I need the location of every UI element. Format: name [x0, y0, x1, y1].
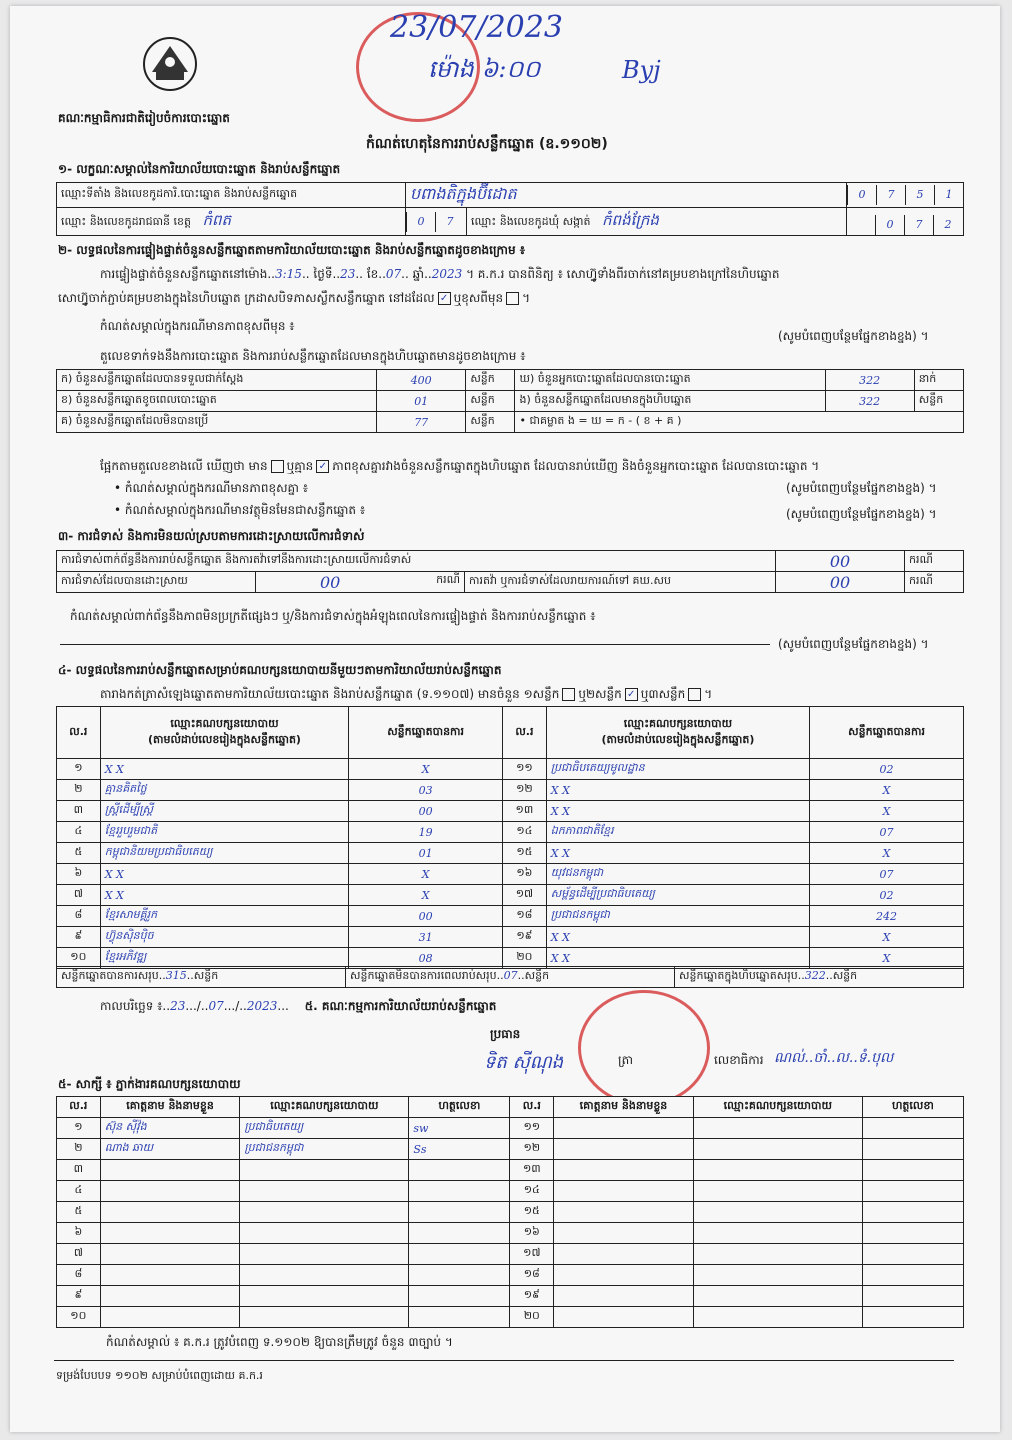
result-party: X X	[546, 801, 809, 822]
witness-no: ១៧	[510, 1244, 554, 1265]
witness-sign	[409, 1307, 510, 1328]
witness-party	[693, 1118, 862, 1139]
total-box: សន្លឹកឆ្នោតក្នុងហិបឆ្នោតសរុប..322..សន្លឹក	[675, 967, 964, 988]
result-votes: X	[810, 927, 964, 948]
result-no: ៩	[57, 927, 101, 948]
witness-party	[693, 1223, 862, 1244]
reported-unit: ករណី	[905, 572, 964, 593]
result-party: សម្ព័ន្ធដើម្បីប្រជាធិបតេយ្យ	[546, 885, 809, 906]
result-party: ខ្មែរសាមគ្គីរួក	[100, 906, 348, 927]
commune-code: 0 7 2	[847, 208, 964, 236]
witness-sign	[862, 1118, 963, 1139]
result-votes: 02	[810, 759, 964, 780]
result-no: ២០	[503, 948, 547, 969]
resolved-value: 00 ករណី	[256, 572, 465, 593]
figures-row: គ) ចំនួនសន្លឹកឆ្នោតដែលមិនបានប្រើ 77 សន្លឹក • ជាគម្លាត ង = ឃ = ក - ( ខ + គ )	[57, 412, 964, 433]
result-no: ៧	[57, 885, 101, 906]
province-label: ឈ្មោះ និងលេខកូដរាជធានី ខេត្ត កំពត	[57, 208, 406, 236]
witness-no: ១៤	[510, 1181, 554, 1202]
witness-row	[57, 1244, 964, 1265]
witness-sign	[862, 1139, 963, 1160]
resolved-label: ការជំទាស់ដែលបានដោះស្រាយ	[57, 572, 256, 593]
witness-row	[57, 1160, 964, 1181]
result-row	[57, 780, 964, 801]
objection-table	[56, 550, 964, 593]
province-code: 0 7	[406, 208, 467, 236]
note2: • កំណត់សម្គាល់ក្នុងករណីមានភាពខុសគ្នា ៖	[114, 481, 309, 495]
handwritten-initials: Byj	[622, 56, 661, 84]
result-no: ១៩	[503, 927, 547, 948]
result-party: ប្រជាជនកម្ពុជា	[546, 906, 809, 927]
section1-table	[56, 182, 964, 236]
witness-name: ណាង ឆាយ	[100, 1139, 240, 1160]
witness-party	[693, 1139, 862, 1160]
seal-label: ត្រា	[618, 1053, 633, 1067]
witness-no: ១៩	[510, 1286, 554, 1307]
section2-title: ២- លទ្ធផលនៃការផ្ទៀងផ្ទាត់ចំនួនសន្លឹកឆ្នោតតាមការិយាល័យបោះឆ្នោត និងរាប់សន្លឹកឆ្នោតដូចខាងក្រោម ៖	[58, 243, 526, 257]
witness-no: ៤	[57, 1181, 101, 1202]
witness-sign	[862, 1244, 963, 1265]
changed-checkbox[interactable]	[506, 292, 519, 305]
difference-line: ផ្អែកតាមតួលេខខាងលើ ឃើញថា មាន ឬគ្មាន ✓ ភាពខុសគ្នារវាងចំនួនសន្លឹកឆ្នោតក្នុងហិបឆ្នោត ដែលបានរាប់ឃើញ និងចំនួនអ្នកបោះឆ្នោត ដែលបានបោះឆ្នោត ។	[100, 459, 820, 473]
result-party: ប្រជាធិបតេយ្យមូលដ្ឋាន	[546, 759, 809, 780]
result-no: ៥	[57, 843, 101, 864]
reported-value: 00	[776, 572, 905, 593]
footer-note: កំណត់សម្គាល់ ៖ គ.ក.រ ត្រូវបំពេញ ទ.១១០២ ឱ្យបានត្រឹមត្រូវ ចំនួន ៣ច្បាប់ ។	[106, 1335, 453, 1349]
witness-sign	[862, 1223, 963, 1244]
result-votes: X	[349, 885, 503, 906]
difference-no-checkbox[interactable]: ✓	[316, 460, 329, 473]
org-name: គណៈកម្មាធិការជាតិរៀបចំការបោះឆ្នោត	[58, 111, 230, 125]
col-no-right: ល.រ	[503, 707, 547, 759]
result-party: X X	[100, 759, 348, 780]
section1-title: ១- លក្ខណៈសម្គាល់នៃការិយាល័យបោះឆ្នោត និងរាប់សន្លឹកឆ្នោត	[58, 162, 341, 176]
result-party: គ្មានគិតថ្លៃ	[100, 780, 348, 801]
objection-label: ការជំទាស់ពាក់ព័ន្ធនឹងការរាប់សន្លឹកឆ្នោត និងការតវ៉ាទៅនឹងការដោះស្រាយលើការជំទាស់	[57, 551, 776, 572]
witness-sign	[409, 1202, 510, 1223]
witness-col-sign-right: ហត្ថលេខា	[862, 1097, 963, 1118]
result-no: ៣	[57, 801, 101, 822]
witness-sign	[409, 1223, 510, 1244]
witness-party	[693, 1286, 862, 1307]
witness-party	[693, 1307, 862, 1328]
witness-col-name-right: គោត្តនាម និងនាមខ្លួន	[554, 1097, 694, 1118]
handwritten-time: ម៉ោង ៦:០០	[428, 55, 541, 83]
witness-sign: Ss	[409, 1139, 510, 1160]
section4-title: ៤- លទ្ធផលនៃការរាប់សន្លឹកឆ្នោតសម្រាប់គណបក្សនយោបាយនីមួយៗតាមការិយាល័យរាប់សន្លឹកឆ្នោត	[58, 663, 502, 677]
result-no: ១១	[503, 759, 547, 780]
result-party: ខ្មែររួបរួមជាតិ	[100, 822, 348, 843]
secretary-signature: ណល់..ចាំ..ល..ទំ.បុល	[774, 1050, 894, 1066]
footer-ref: ទម្រង់បែបបទ ១១០២ សម្រាប់បំពេញដោយ គ.ក.រ	[56, 1369, 263, 1382]
difference-yes-checkbox[interactable]	[271, 460, 284, 473]
witness-name	[100, 1286, 240, 1307]
three-sheets-checkbox[interactable]	[688, 688, 701, 701]
result-votes: 31	[349, 927, 503, 948]
witness-col-party-right: ឈ្មោះគណបក្សនយោបាយ	[693, 1097, 862, 1118]
result-votes: X	[810, 948, 964, 969]
result-votes: X	[349, 759, 503, 780]
witness-name	[554, 1265, 694, 1286]
witness-row	[57, 1265, 964, 1286]
witness-col-no: ល.រ	[57, 1097, 101, 1118]
result-votes: 02	[810, 885, 964, 906]
section3-note-hint: (សូមបំពេញបន្ថែមផ្នែកខាងខ្នង) ។	[778, 637, 929, 651]
note1: កំណត់សម្គាល់ក្នុងករណីមានភាពខុសពីមុន ៖	[100, 319, 295, 333]
witness-sign	[862, 1265, 963, 1286]
result-votes: 242	[810, 906, 964, 927]
witness-name	[554, 1160, 694, 1181]
witness-sign	[409, 1244, 510, 1265]
form-sheet	[10, 6, 1000, 1432]
witness-party	[240, 1181, 409, 1202]
witness-row	[57, 1202, 964, 1223]
witness-party	[240, 1307, 409, 1328]
result-no: ១៣	[503, 801, 547, 822]
witness-no: ៨	[57, 1265, 101, 1286]
objection-unit: ករណី	[905, 551, 964, 572]
witness-name	[554, 1202, 694, 1223]
witness-no: ១៣	[510, 1160, 554, 1181]
witness-party	[693, 1265, 862, 1286]
result-party: ឯកភាពជាតិខ្មែរ	[546, 822, 809, 843]
result-row	[57, 864, 964, 885]
witness-name	[554, 1223, 694, 1244]
witness-no: ១	[57, 1118, 101, 1139]
result-row	[57, 759, 964, 780]
result-votes: X	[810, 801, 964, 822]
witness-no: ៧	[57, 1244, 101, 1265]
result-row	[57, 822, 964, 843]
witness-no: ២	[57, 1139, 101, 1160]
witness-col-no-right: ល.រ	[510, 1097, 554, 1118]
witness-party: ប្រជាធិបតេយ្យ	[240, 1118, 409, 1139]
result-votes: 07	[810, 864, 964, 885]
col-votes-left: សន្លឹកឆ្នោតបានការ	[349, 707, 503, 759]
location-label: ឈ្មោះទីតាំង និងលេខកូដការិ.បោះឆ្នោត និងរាប់សន្លឹកឆ្នោត	[57, 183, 406, 208]
result-row	[57, 801, 964, 822]
result-row	[57, 843, 964, 864]
witness-name	[554, 1118, 694, 1139]
result-no: ៦	[57, 864, 101, 885]
two-sheets-checkbox[interactable]: ✓	[625, 688, 638, 701]
result-party: ហ៊្វុនស៊ិនប៉ិច	[100, 927, 348, 948]
result-no: ១៨	[503, 906, 547, 927]
note2-hint: (សូមបំពេញបន្ថែមផ្នែកខាងខ្នង) ។	[786, 481, 937, 495]
witness-party: ប្រជាជនកម្ពុជា	[240, 1139, 409, 1160]
note1-hint: (សូមបំពេញបន្ថែមផ្នែកខាងខ្នង) ។	[778, 329, 929, 343]
result-votes: X	[810, 843, 964, 864]
figures-intro: តួលេខទាក់ទងនឹងការបោះឆ្នោត និងការរាប់សន្លឹកឆ្នោតដែលមានក្នុងហិបឆ្នោតមានដូចខាងក្រោម ៖	[100, 349, 526, 363]
seal-line: សោហ្វ៊ូចាក់ភ្ជាប់គម្របខាងក្នុងនៃហិបឆ្នោត ក្រដាសបិទភាសស្លឹកសន្លឹកឆ្នោត នៅដដែល ✓ ឬខុសពីមុន ។	[58, 291, 531, 305]
witness-sign	[862, 1307, 963, 1328]
result-party: X X	[546, 843, 809, 864]
col-party-right: ឈ្មោះគណបក្សនយោបាយ (តាមលំដាប់លេខរៀងក្នុងសន្លឹកឆ្នោត)	[546, 707, 809, 759]
result-no: ១៥	[503, 843, 547, 864]
witness-party	[240, 1244, 409, 1265]
witness-party	[693, 1244, 862, 1265]
witness-sign: sw	[409, 1118, 510, 1139]
result-no: ១៦	[503, 864, 547, 885]
witness-name	[100, 1181, 240, 1202]
result-votes: 01	[349, 843, 503, 864]
witness-no: ១៨	[510, 1265, 554, 1286]
witness-name	[554, 1244, 694, 1265]
witness-name	[100, 1244, 240, 1265]
witness-party	[240, 1265, 409, 1286]
results-table	[56, 706, 964, 969]
handwritten-date: 23/07/2023	[390, 10, 563, 45]
result-party: X X	[546, 780, 809, 801]
result-party: X X	[100, 885, 348, 906]
witness-no: ៣	[57, 1160, 101, 1181]
result-row	[57, 927, 964, 948]
witness-sign	[862, 1286, 963, 1307]
witness-sign	[409, 1265, 510, 1286]
witness-party	[240, 1202, 409, 1223]
verify-line: ការផ្ទៀងផ្ទាត់ចំនួនសន្លឹកឆ្នោតនៅម៉ោង..3:15.. ថ្ងៃទី..23.. ខែ..07.. ឆ្នាំ..2023 ។ គ.ក.រ បានពិនិត្យ ៖ សោហ្វ៊ូទាំងពីរចាក់នៅគម្របខាងក្រៅនៃហិបឆ្នោត	[100, 267, 780, 281]
result-no: ១០	[57, 948, 101, 969]
witness-row	[57, 1139, 964, 1160]
form-title: កំណត់ហេតុនៃការរាប់សន្លឹកឆ្នោត (ឧ.១១០២)	[366, 136, 608, 152]
figures-table	[56, 369, 964, 433]
result-row	[57, 885, 964, 906]
figures-row: ខ) ចំនួនសន្លឹកឆ្នោតខូចពេលបោះឆ្នោត 01 សន្លឹក ង) ចំនួនសន្លឹកឆ្នោតដែលមានក្នុងហិបឆ្នោត 322 សន្លឹក	[57, 391, 964, 412]
result-no: ១៤	[503, 822, 547, 843]
president-signature: ទិត ស៊ីណុង	[484, 1052, 564, 1073]
witness-no: ១១	[510, 1118, 554, 1139]
col-votes-right: សន្លឹកឆ្នោតបានការ	[810, 707, 964, 759]
result-votes: 00	[349, 906, 503, 927]
witness-no: ២០	[510, 1307, 554, 1328]
result-no: ១២	[503, 780, 547, 801]
witness-no: ៦	[57, 1223, 101, 1244]
witness-row	[57, 1307, 964, 1328]
witness-row	[57, 1181, 964, 1202]
witness-party	[240, 1160, 409, 1181]
witness-no: ១៦	[510, 1223, 554, 1244]
result-no: ១	[57, 759, 101, 780]
witness-name	[554, 1181, 694, 1202]
result-votes: X	[349, 864, 503, 885]
witness-row	[57, 1286, 964, 1307]
stamp-bottom	[578, 990, 710, 1106]
witness-no: ៥	[57, 1202, 101, 1223]
witness-name	[100, 1265, 240, 1286]
result-votes: 08	[349, 948, 503, 969]
result-no: ៨	[57, 906, 101, 927]
witness-name	[554, 1139, 694, 1160]
witness-name	[554, 1286, 694, 1307]
witness-row	[57, 1118, 964, 1139]
tally-sheets-line: តារាងកត់ត្រាសំឡេងឆ្នោតតាមការិយាល័យបោះឆ្នោត និងរាប់សន្លឹកឆ្នោត (ទ.១១០៧) មានចំនួន ១សន្លឹក ឬ២សន្លឹក ✓ ឬ៣សន្លឹក ។	[100, 687, 713, 701]
witness-party	[693, 1181, 862, 1202]
president-label: ប្រធាន	[490, 1027, 521, 1041]
result-no: ២	[57, 780, 101, 801]
col-no-left: ល.រ	[57, 707, 101, 759]
witness-col-name: គោត្តនាម និងនាមខ្លួន	[100, 1097, 240, 1118]
note3: • កំណត់សម្គាល់ក្នុងករណីមានវត្ថុមិនមែនជាសន្លឹកឆ្នោត ៖	[114, 503, 366, 517]
result-votes: 03	[349, 780, 503, 801]
witness-name	[554, 1307, 694, 1328]
result-votes: 00	[349, 801, 503, 822]
witness-sign	[862, 1202, 963, 1223]
location-code: 0 7 5 1	[847, 183, 964, 208]
section5-title: ៥- សាក្សី ៖ ភ្នាក់ងារគណបក្សនយោបាយ	[58, 1077, 241, 1091]
witness-col-sign: ហត្ថលេខា	[409, 1097, 510, 1118]
witness-party	[693, 1160, 862, 1181]
witness-sign	[409, 1181, 510, 1202]
secretary-label: លេខាធិការ	[714, 1053, 764, 1067]
note3-hint: (សូមបំពេញបន្ថែមផ្នែកខាងខ្នង) ។	[786, 507, 937, 521]
section3-note: កំណត់សម្គាល់ពាក់ព័ន្ធនឹងភាពមិនប្រក្រតីផ្សេងៗ ឬ/និងការជំទាស់ក្នុងអំឡុងពេលនៃការផ្ទៀងផ្ទាត់ និងការរាប់សន្លឹកឆ្នោត ៖	[70, 609, 596, 623]
result-party: កម្ពុជានិយមប្រជាធិបតេយ្យ	[100, 843, 348, 864]
result-no: ៤	[57, 822, 101, 843]
result-party: ខ្មែរអភិវឌ្ឍ	[100, 948, 348, 969]
result-votes: 07	[810, 822, 964, 843]
witness-name: ស៊ុន ស៊ីវ៉ុង	[100, 1118, 240, 1139]
witness-name	[100, 1307, 240, 1328]
location-value: បពាងតិក្នុងប៊ីដោត	[406, 183, 847, 208]
witness-sign	[409, 1160, 510, 1181]
note-line	[60, 644, 770, 645]
witness-col-party: ឈ្មោះគណបក្សនយោបាយ	[240, 1097, 409, 1118]
one-sheet-checkbox[interactable]	[562, 688, 575, 701]
result-party: ស្ត្រីដើម្បីស្ត្រី	[100, 801, 348, 822]
figures-row: ក) ចំនួនសន្លឹកឆ្នោតដែលបានទទួលជាក់ស្តែង 400 សន្លឹក ឃ) ចំនួនអ្នកបោះឆ្នោតដែលបានបោះឆ្នោត 322 នាក់	[57, 370, 964, 391]
witness-table	[56, 1096, 964, 1328]
commune-label: ឈ្មោះ និងលេខកូដឃុំ សង្កាត់ កំពង់ក្រែង	[467, 208, 847, 236]
witness-sign	[409, 1286, 510, 1307]
objection-value: 00	[776, 551, 905, 572]
result-party: X X	[546, 948, 809, 969]
footer-rule	[54, 1360, 954, 1361]
witness-party	[240, 1286, 409, 1307]
nec-logo-icon	[138, 32, 202, 96]
witness-no: ១៥	[510, 1202, 554, 1223]
witness-party	[693, 1202, 862, 1223]
witness-no: ១០	[57, 1307, 101, 1328]
section3-title: ៣- ការជំទាស់ និងការមិនយល់ស្របតាមការដោះស្រាយលើការជំទាស់	[58, 529, 365, 543]
date-line: កាលបរិច្ឆេទ ៖..23.../..07.../..2023... ៥. គណៈកម្មការការិយាល័យរាប់សន្លឹកឆ្នោត	[100, 999, 497, 1013]
witness-party	[240, 1223, 409, 1244]
total-valid: សន្លឹកឆ្នោតបានការសរុប..315..សន្លឹក	[57, 967, 346, 988]
reported-label: ការតវ៉ា ឬការជំទាស់ដែលរាយការណ៍ទៅ គឃ.សប	[465, 572, 776, 593]
witness-sign	[862, 1181, 963, 1202]
witness-row	[57, 1223, 964, 1244]
witness-name	[100, 1202, 240, 1223]
unchanged-checkbox[interactable]: ✓	[438, 292, 451, 305]
total-invalid: សន្លឹកឆ្នោតមិនបានការពេលរាប់សរុប..07..សន្លឹក	[346, 967, 675, 988]
result-party: យុវជនកម្ពុជា	[546, 864, 809, 885]
col-party-left: ឈ្មោះគណបក្សនយោបាយ (តាមលំដាប់លេខរៀងក្នុងសន្លឹកឆ្នោត)	[100, 707, 348, 759]
witness-name	[100, 1223, 240, 1244]
result-votes: 19	[349, 822, 503, 843]
witness-no: ១២	[510, 1139, 554, 1160]
result-votes: X	[810, 780, 964, 801]
result-party: X X	[100, 864, 348, 885]
witness-no: ៩	[57, 1286, 101, 1307]
result-no: ១៧	[503, 885, 547, 906]
result-row	[57, 906, 964, 927]
totals-table	[56, 966, 964, 988]
result-party: X X	[546, 927, 809, 948]
witness-sign	[862, 1160, 963, 1181]
witness-name	[100, 1160, 240, 1181]
